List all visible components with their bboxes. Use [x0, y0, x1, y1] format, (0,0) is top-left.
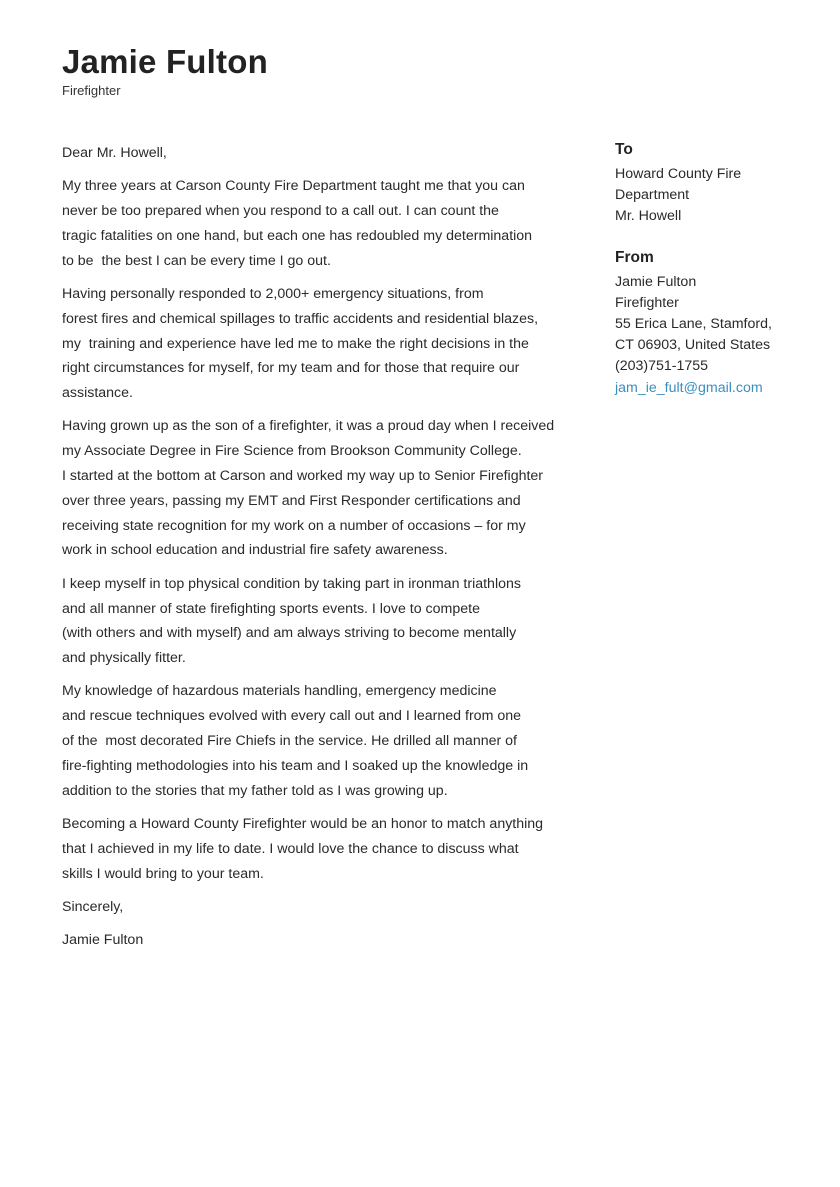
paragraph-3: Having grown up as the son of a firefighter, it was a proud day when I received my Associate Degree in Fire Science from Brookson Community College. I started at the bottom at Carson and worked my way up to Senior Firefighter over three years, passing my EMT and First Responder certifications and receiving state recognition for my work on a number of occasions – for my work in school education and industrial fire safety awareness.	[62, 418, 555, 559]
paragraph-6: Becoming a Howard County Firefighter would be an honor to match anything that I achieved in my life to date. I would love the chance to discuss what skills I would bring to your team.	[62, 815, 544, 882]
applicant-title: Firefighter	[62, 83, 121, 98]
applicant-name: Jamie Fulton	[62, 43, 268, 80]
sender-phone: (203)751-1755	[615, 358, 709, 375]
recipient-block	[615, 139, 815, 228]
sender-address-line2: CT 06903, United States	[615, 337, 771, 354]
salutation: Dear Mr. Howell,	[62, 145, 167, 161]
letter-header	[62, 42, 268, 99]
paragraph-1: My three years at Carson County Fire Department taught me that you can never be too prepared when you respond to a call out. I can count the tragic fatalities on one hand, but each one has redoubled my determination to be the best I can be every time I go out.	[62, 178, 533, 269]
sender-title: Firefighter	[615, 294, 679, 311]
recipient-org-line2: Department	[615, 187, 690, 204]
sender-block	[615, 247, 815, 399]
recipient-name: Mr. Howell	[615, 208, 682, 225]
paragraph-2: Having personally responded to 2,000+ emergency situations, from forest fires and chemical spillages to traffic accidents and residential blazes, my training and experience have led me to make the right decisions in the right circumstances for myself, for my team and for those that require our assistance.	[62, 285, 539, 402]
sender-address-line1: 55 Erica Lane, Stamford,	[615, 316, 772, 333]
closing: Sincerely,	[62, 898, 124, 915]
signature: Jamie Fulton	[62, 932, 144, 949]
sender-name: Jamie Fulton	[615, 273, 697, 290]
sender-email-link[interactable]: jam_ie_fult@gmail.com	[615, 379, 763, 396]
from-heading: From	[615, 248, 654, 266]
to-heading: To	[615, 141, 633, 158]
paragraph-5: My knowledge of hazardous materials handling, emergency medicine and rescue techniques evolved with every call out and I learned from one of the most decorated Fire Chiefs in the service. He drilled all manner of fire-fighting methodologies into his team and I soaked up the knowledge in addition to the stories that my father told as I was growing up.	[62, 683, 529, 799]
recipient-org-line1: Howard County Fire	[615, 166, 742, 182]
paragraph-4: I keep myself in top physical condition by taking part in ironman triathlons and all manner of state firefighting sports events. I love to compete (with others and with myself) and am always striving to become mentally and physically fitter.	[62, 575, 521, 667]
letter-body	[62, 141, 555, 961]
sidebar-contact	[615, 139, 815, 418]
